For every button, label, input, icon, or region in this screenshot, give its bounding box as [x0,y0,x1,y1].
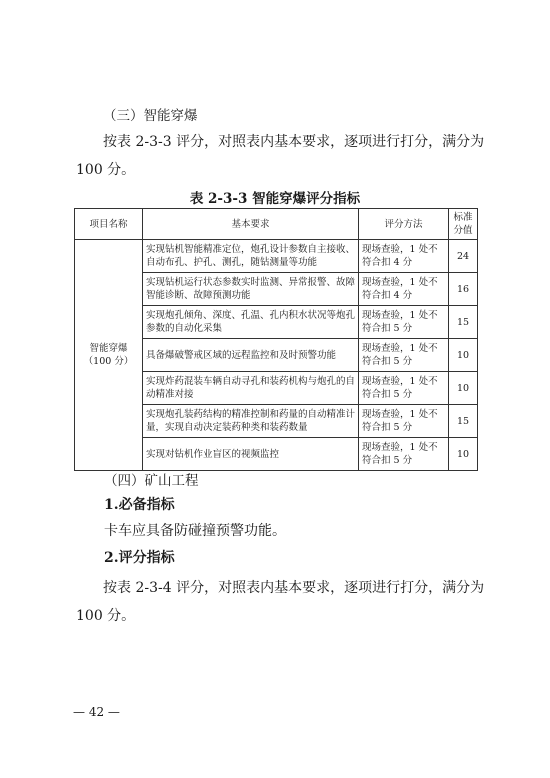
method-cell: 现场查验，1 处不符合扣 5 分 [359,372,449,405]
score-cell: 15 [449,405,478,438]
section-heading-mine-engineering: （四）矿山工程 [104,473,199,489]
requirement-cell: 实现钻机智能精准定位，炮孔设计参数自主接收、自动布孔、护孔、测孔，随钻测量等功能 [143,240,359,273]
requirement-cell: 实现对钻机作业盲区的视频监控 [143,438,359,471]
score-cell: 24 [449,240,478,273]
method-cell: 现场查验，1 处不符合扣 4 分 [359,240,449,273]
requirement-cell: 实现炮孔装药结构的精准控制和药量的自动精准计量，实现自动决定装药种类和装药数量 [143,405,359,438]
requirement-cell: 实现钻机运行状态参数实时监测、异常报警、故障智能诊断、故障预测功能 [143,273,359,306]
table-row [75,240,478,273]
method-cell: 现场查验，1 处不符合扣 4 分 [359,273,449,306]
score-cell: 10 [449,438,478,471]
scoring-table [74,208,478,471]
method-cell: 现场查验，1 处不符合扣 5 分 [359,405,449,438]
method-cell: 现场查验，1 处不符合扣 5 分 [359,438,449,471]
header-requirement: 基本要求 [143,209,359,240]
header-score: 标准分值 [449,209,478,240]
method-cell: 现场查验，1 处不符合扣 5 分 [359,306,449,339]
score-cell: 15 [449,306,478,339]
requirement-cell: 实现炮孔倾角、深度、孔温、孔内积水状况等炮孔参数的自动化采集 [143,306,359,339]
subheading-scoring-indicators: 2.评分指标 [104,550,175,566]
score-cell: 10 [449,372,478,405]
header-method: 评分方法 [359,209,449,240]
subheading-required-indicators: 1.必备指标 [104,497,175,513]
method-cell: 现场查验，1 处不符合扣 5 分 [359,339,449,372]
score-cell: 10 [449,339,478,372]
table-title: 表 2-3-3 智能穿爆评分指标 [189,191,361,207]
section-heading-intelligent-blasting: （三）智能穿爆 [103,108,198,124]
item-name-cell: 智能穿爆（100 分） [75,240,143,471]
requirement-cell: 实现炸药混装车辆自动寻孔和装药机构与炮孔的自动精准对接 [143,372,359,405]
paragraph-truck-requirement: 卡车应具备防碰撞预警功能。 [104,523,286,539]
paragraph-scoring-instruction-2: 按表 2-3-4 评分，对照表内基本要求，逐项进行打分，满分为 100 分。 [76,580,485,624]
requirement-cell: 具备爆破警戒区域的远程监控和及时预警功能 [143,339,359,372]
page-number: — 42 — [73,705,120,719]
header-item-name: 项目名称 [75,209,143,240]
score-cell: 16 [449,273,478,306]
paragraph-scoring-instruction: 按表 2-3-3 评分，对照表内基本要求，逐项进行打分，满分为 100 分。 [76,134,485,178]
